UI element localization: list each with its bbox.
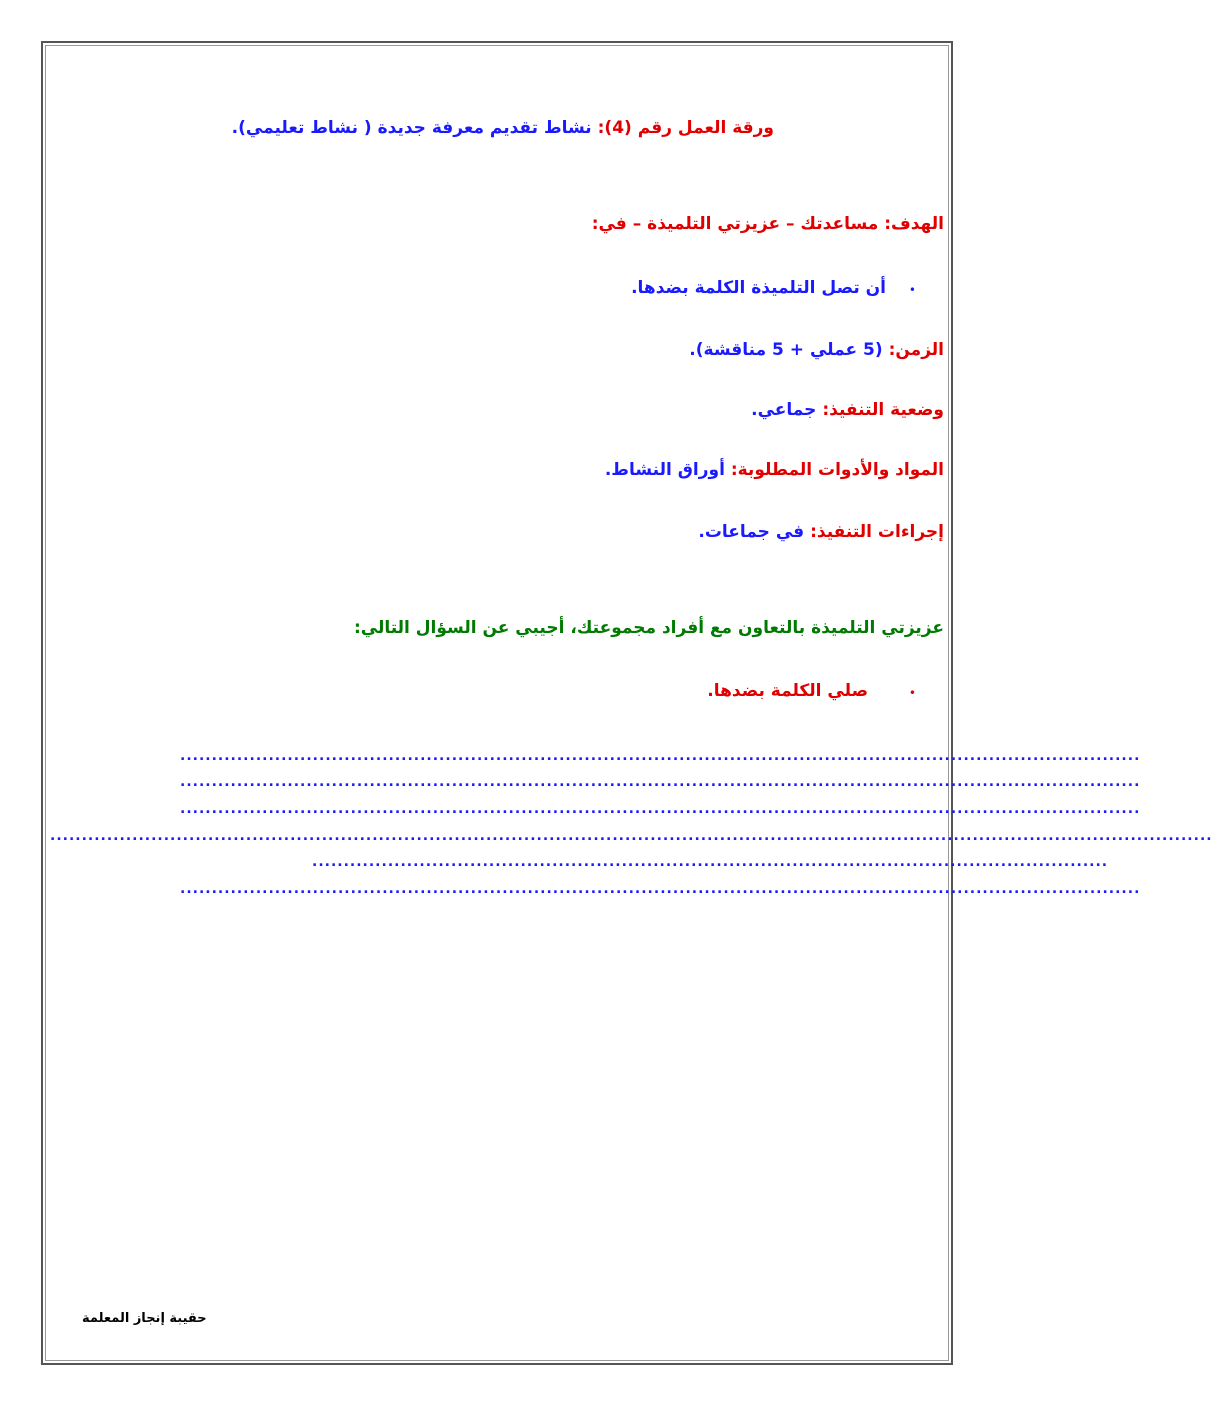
question-text: صلي الكلمة بضدها. <box>707 681 868 701</box>
materials-row <box>605 460 944 480</box>
procedure-value: في جماعات. <box>698 522 805 542</box>
bullet-icon: • <box>908 686 916 700</box>
page-border <box>41 41 1213 1365</box>
title-rest: نشاط تقديم معرفة جديدة ( نشاط تعليمي). <box>231 118 592 138</box>
mode-row <box>751 400 944 420</box>
procedure-row <box>698 522 944 542</box>
answer-line: ........................................................................................................................................................................................ <box>50 828 1213 844</box>
bullet-icon: • <box>908 283 916 297</box>
answer-line: ........................................................................................................................................................ <box>180 881 1141 897</box>
goal-item: أن تصل التلميذة الكلمة بضدها. <box>631 278 886 298</box>
goal-label: الهدف: مساعدتك – عزيزتي التلميذة – في: <box>591 214 944 234</box>
answer-line: .............................................................................................................................. <box>312 854 1109 870</box>
mode-value: جماعي. <box>751 400 817 420</box>
materials-value: أوراق النشاط. <box>604 460 725 480</box>
instruction-text: عزيزتي التلميذة بالتعاون مع أفراد مجموعتك، أجيبي عن السؤال التالي: <box>353 618 944 638</box>
mode-label: وضعية التنفيذ: <box>822 400 944 420</box>
answer-line: ........................................................................................................................................................ <box>180 748 1141 764</box>
materials-label: المواد والأدوات المطلوبة: <box>730 460 944 480</box>
time-row <box>689 340 944 360</box>
footer-text: حقيبة إنجاز المعلمة <box>82 1311 207 1326</box>
worksheet-title <box>232 118 774 138</box>
answer-line: ........................................................................................................................................................ <box>180 801 1141 817</box>
title-prefix: ورقة العمل رقم <box>637 118 774 138</box>
answer-line: ........................................................................................................................................................ <box>180 774 1141 790</box>
time-value: (5 عملي + 5 مناقشة). <box>689 340 883 360</box>
time-label: الزمن: <box>888 340 944 360</box>
procedure-label: إجراءات التنفيذ: <box>810 522 944 542</box>
title-number: (4): <box>597 118 632 138</box>
